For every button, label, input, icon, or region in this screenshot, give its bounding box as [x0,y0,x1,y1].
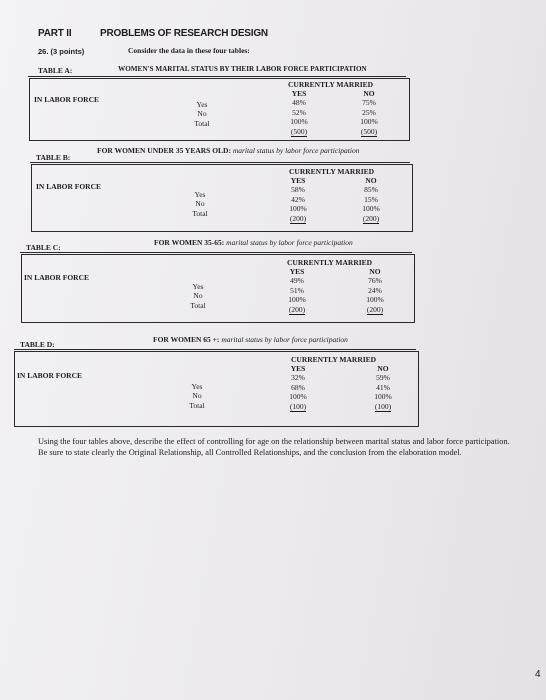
table-b-title-italic: marital status by labor force participation [232,146,360,155]
table-c-yes-label: YES [289,267,305,276]
table-c-row-labels [180,282,216,310]
table-c-cell: (200) [288,304,306,314]
table-c-row-label: No [193,291,203,301]
table-d-title-italic: marital status by labor force participation [221,335,348,344]
table-c-no-label: NO [369,267,381,276]
table-d-cell: (100) [374,401,392,411]
table-c-cell: (200) [366,304,384,314]
table-c-cell: 49% [290,276,304,286]
table-a-row-header: IN LABOR FORCE [34,95,100,104]
table-b-no-label: NO [365,176,377,185]
table-a-row-label: Total [194,118,210,128]
table-a-label: TABLE A: [38,66,73,75]
table-a-yes-label: YES [291,89,307,98]
table-c-title-prefix: FOR WOMEN 35-65: [154,238,225,247]
table-c-cell: 100% [288,295,306,305]
table-c-top-rule [20,252,412,253]
table-c-label: TABLE C: [26,243,61,252]
table-a-cell: 52% [292,107,306,117]
table-d-row-header: IN LABOR FORCE [17,371,83,380]
table-d-cell: 100% [374,392,392,402]
table-d-row-label: Yes [191,382,203,391]
table-a-title: WOMEN'S MARITAL STATUS BY THEIR LABOR FORCE PARTICIPATION [118,65,367,73]
table-b-row-label: Yes [194,190,206,199]
table-b-top-rule [30,162,410,163]
table-a-yes-column [284,89,314,137]
table-d-cell: 100% [289,392,307,402]
table-b-cell: 42% [291,194,305,204]
page-number: 4 [535,669,541,680]
table-c-title [154,238,353,247]
table-d-cell: 32% [291,373,305,383]
table-b-col-header: CURRENTLY MARRIED [289,167,375,176]
table-d-top-rule [14,349,416,350]
table-b-title [97,146,359,155]
table-b-row-label: No [195,199,205,209]
table-c-cell: 76% [368,276,382,286]
table-b-row-header: IN LABOR FORCE [36,182,102,191]
table-b-row-labels [182,190,218,218]
table-d-cell: (100) [289,401,307,411]
table-a-col-header: CURRENTLY MARRIED [288,80,374,89]
table-a-row-label: Yes [196,100,208,109]
table-a-cell: (500) [360,126,378,136]
section-heading: PROBLEMS OF RESEARCH DESIGN [100,28,268,39]
table-d-yes-label: YES [290,364,306,373]
table-a-cell: 100% [360,117,378,127]
table-d-row-labels [179,382,215,410]
table-b-yes-label: YES [290,176,306,185]
question-prompt: Consider the data in these four tables: [128,46,250,55]
table-c-row-label: Yes [192,282,204,291]
table-d-title-prefix: FOR WOMEN 65 +: [153,335,220,344]
table-b-yes-column [283,176,313,224]
table-b-cell: 15% [364,194,378,204]
table-c-yes-column [282,267,312,315]
table-d-row-label: No [192,391,202,401]
table-a [29,78,410,141]
table-a-cell: 75% [362,98,376,108]
table-a-no-column [354,89,384,137]
table-d-row-label: Total [189,400,205,410]
table-c-row-label: Total [190,300,206,310]
table-b-cell: (200) [362,213,380,223]
table-c-row-header: IN LABOR FORCE [24,273,90,282]
table-b-row-label: Total [192,208,208,218]
table-d-no-label: NO [377,364,389,373]
part-heading: PART II [38,28,72,39]
table-b-label: TABLE B: [36,153,71,162]
table-c-col-header: CURRENTLY MARRIED [287,258,373,267]
table-d-col-header: CURRENTLY MARRIED [291,355,377,364]
table-c-no-column [360,267,390,315]
table-a-no-label: NO [363,89,375,98]
table-a-cell: (500) [290,126,308,136]
table-c-cell: 100% [366,295,384,305]
table-a-row-label: No [197,109,207,119]
table-b-cell: 58% [291,185,305,195]
table-a-cell: 25% [362,107,376,117]
table-d-no-column [368,364,398,412]
question-number: 26. (3 points) [38,47,85,56]
table-b-cell: 85% [364,185,378,195]
table-d [14,351,419,427]
table-c-cell: 24% [368,285,382,295]
table-d-title [153,335,348,344]
instructions-paragraph: Using the four tables above, describe the effect of controlling for age on the relationship between marital status and labor force participation. Be sure to state clearly the Original Relationship, all Controlled Relationships, and the conclusion from the elaboration model. [38,437,510,457]
table-c-title-italic: marital status by labor force participation [226,238,353,247]
table-b-cell: 100% [362,204,380,214]
table-b-no-column [356,176,386,224]
table-d-cell: 59% [376,373,390,383]
table-d-cell: 68% [291,382,305,392]
table-b-cell: (200) [289,213,307,223]
table-c-cell: 51% [290,285,304,295]
table-b-title-prefix: FOR WOMEN UNDER 35 YEARS OLD: [97,146,231,155]
table-d-label: TABLE D: [20,340,55,349]
table-a-cell: 48% [292,98,306,108]
table-a-top-rule [28,76,406,77]
table-d-yes-column [283,364,313,412]
table-a-cell: 100% [290,117,308,127]
table-b-cell: 100% [289,204,307,214]
table-a-row-labels [184,100,220,128]
table-b [31,164,413,232]
table-d-cell: 41% [376,382,390,392]
table-c [21,254,415,323]
